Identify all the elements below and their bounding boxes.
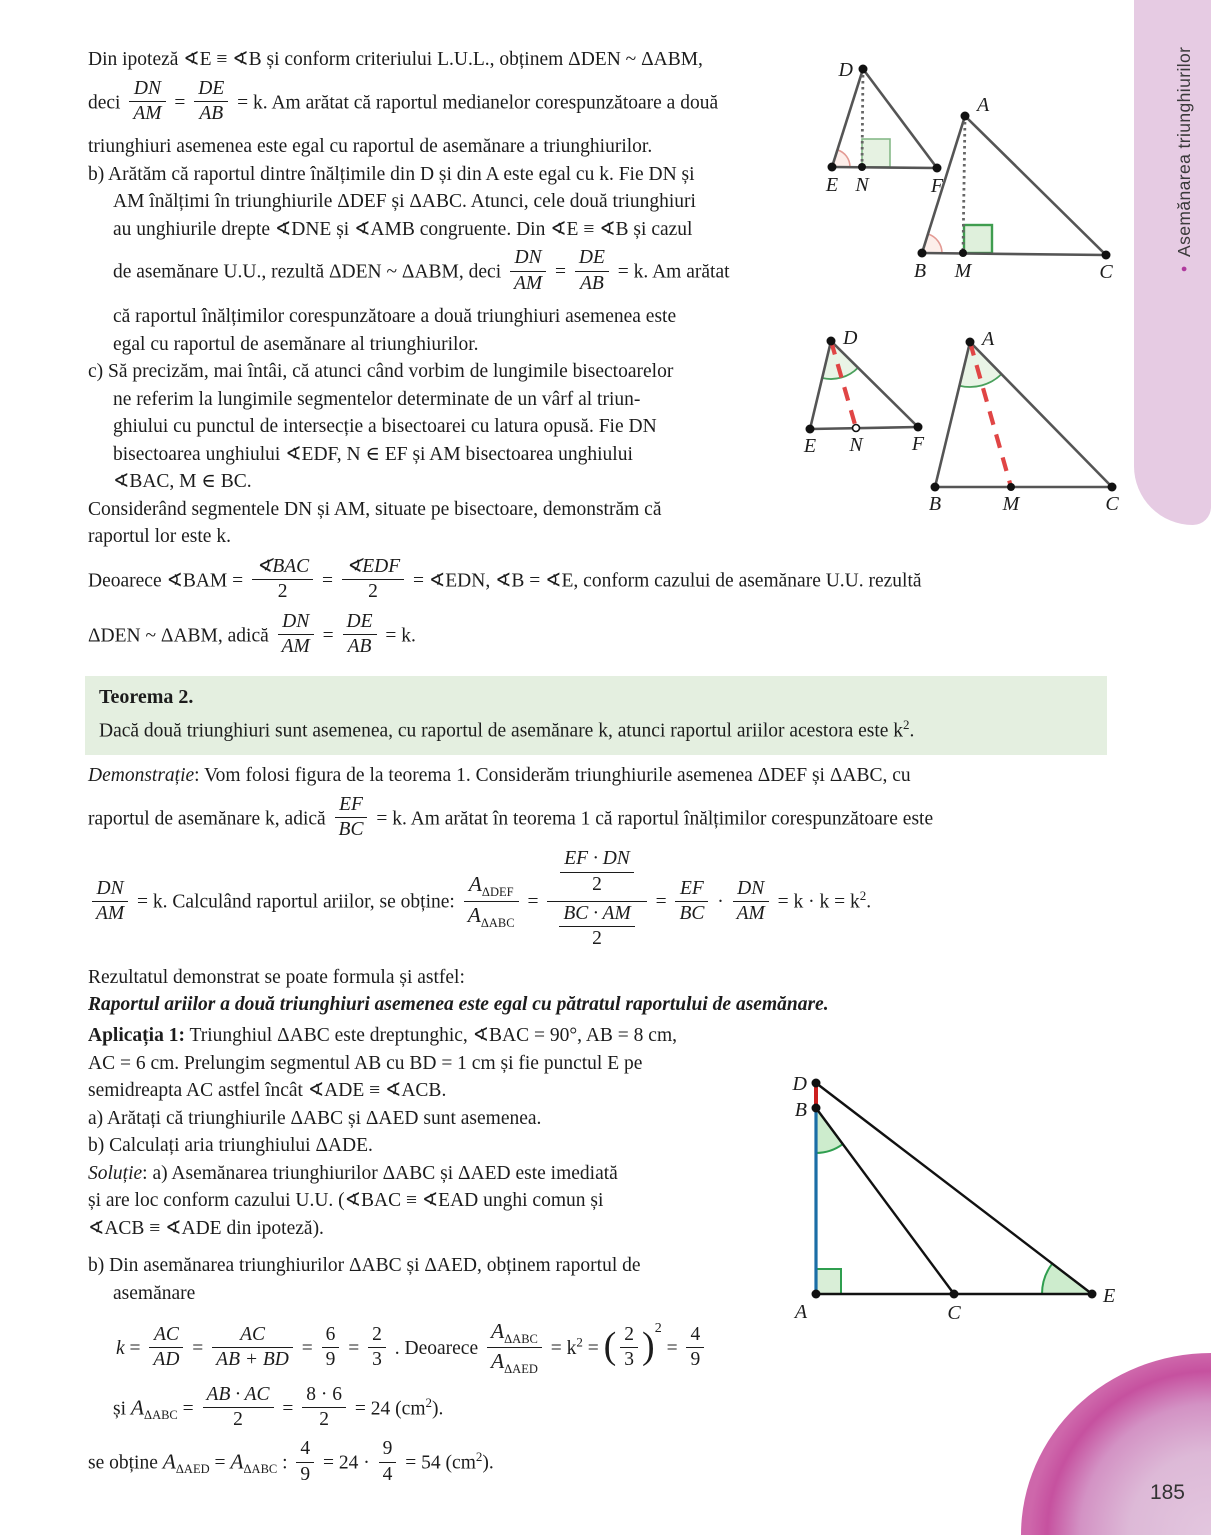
side-BC: [922, 253, 1106, 255]
equals-sign: =: [655, 891, 667, 913]
area-symbol: A: [468, 872, 482, 897]
item-b-line: AM înălțimi în triunghiurile ΔDEF și ΔABC. Atunci, cele două triunghiuri: [113, 191, 696, 213]
vertex-label-E: E: [803, 435, 817, 457]
close-paren: ): [642, 1324, 655, 1367]
fraction: [575, 246, 609, 296]
numerator: DN: [733, 877, 769, 902]
item-c-line: ne referim la lungimile segmentelor determinate de un vârf al triun-: [113, 388, 641, 410]
vertex-dot-A: [966, 338, 975, 347]
text-line: și are loc conform cazului U.U. (∢BAC ≡ ∢EAD unghi comun și: [88, 1190, 604, 1211]
numerator: 9: [379, 1437, 397, 1462]
numerator: AB · AC: [203, 1383, 274, 1408]
vertex-dot-D: [859, 65, 868, 74]
denominator: BC: [679, 903, 705, 924]
text-fragment: : a) Asemănarea triunghiurilor ΔABC și ΔAED este imediată: [142, 1162, 618, 1184]
text-fragment: Deoarece ∢BAM =: [88, 570, 244, 592]
formula-line: [88, 849, 1108, 958]
sidebar-tab: [1134, 0, 1211, 525]
area-subscript: ΔABC: [144, 1407, 178, 1422]
denominator: AB: [199, 102, 224, 124]
fraction: [343, 610, 377, 660]
text-fragment: = k. Calculând raportul ariilor, se obține:: [137, 891, 455, 913]
ratio-colon: :: [282, 1452, 288, 1474]
theorem-box: [85, 676, 1107, 755]
foot-dot-M: [959, 249, 967, 257]
denominator: 2: [319, 1408, 330, 1430]
sidebar-label: Asemănarea triunghiurilor: [1174, 47, 1194, 258]
side-ED: [832, 69, 863, 167]
vertex-dot-E: [806, 425, 815, 434]
equals-sign: =: [301, 1338, 313, 1359]
formula-line: [113, 1385, 800, 1435]
fraction: [212, 1323, 293, 1373]
area-fraction: [464, 871, 519, 931]
numerator: DE: [194, 77, 228, 102]
fraction: [342, 555, 404, 605]
exponent: 2: [903, 717, 910, 732]
figure-bisectors: [791, 320, 1126, 515]
demonstration-section: [88, 762, 1108, 1019]
numerator: DE: [575, 246, 609, 271]
fraction: [686, 1323, 704, 1373]
numerator: EF: [675, 877, 708, 902]
formula-line: [88, 795, 1108, 845]
text-fragment: ).: [482, 1452, 494, 1474]
text-fragment: = 24 (cm: [354, 1397, 426, 1419]
vertex-dot-B: [812, 1104, 821, 1113]
text-line: semidreapta AC astfel încât ∢ADE ≡ ∢ACB.: [88, 1080, 447, 1101]
right-angle-marker-N: [862, 139, 890, 167]
equals-sign: =: [214, 1452, 226, 1474]
area-fraction: [487, 1318, 542, 1378]
numerator: 8 · 6: [302, 1383, 346, 1408]
theorem-text: Dacă două triunghiuri sunt asemenea, cu raportul de asemănare k, atunci raportul ariilor acestora este k: [99, 720, 904, 742]
page-number: 185: [1149, 1481, 1185, 1504]
equals-sign: =: [666, 1338, 678, 1359]
fraction: [379, 1437, 397, 1487]
formula-line: [88, 79, 828, 129]
numerator: 4: [296, 1437, 314, 1462]
equals-sign: =: [192, 1338, 204, 1359]
text-fragment: : Vom folosi figura de la teorema 1. Considerăm triunghiurile asemenea ΔDEF și ΔABC, cu: [194, 765, 911, 786]
right-angle-marker-M: [964, 225, 992, 253]
denominator: [487, 1348, 542, 1378]
area-subscript: ΔDEF: [481, 885, 514, 900]
text-line: triunghiuri asemenea este egal cu raportul de asemănare a triunghiurilor.: [88, 136, 653, 158]
denominator: 3: [372, 1349, 382, 1371]
text-line: [88, 762, 1108, 790]
item-c-line: ∢BAC, M ∈ BC.: [113, 471, 252, 492]
equals-sign: =: [322, 570, 334, 592]
denominator: AM: [133, 102, 162, 124]
vertex-dot-A: [961, 112, 970, 121]
denominator: AM: [736, 903, 765, 924]
open-paren: (: [603, 1324, 617, 1367]
item-c-line: bisectoarea unghiului ∢EDF, N ∈ EF și AM bisectoarea unghiului: [113, 443, 633, 465]
text-line: raportul lor este k.: [88, 526, 231, 547]
denominator: 2: [277, 581, 288, 603]
variable-k: k: [116, 1338, 125, 1359]
fraction: [620, 1323, 638, 1373]
formula-line: [88, 248, 828, 298]
text-fragment: = k · k = k: [777, 891, 860, 913]
equals-sign: =: [555, 261, 567, 283]
numerator: EF · DN: [560, 847, 634, 872]
sidebar-vertical-title: [1174, 42, 1195, 272]
text-line: asemănare: [113, 1282, 196, 1304]
item-c-line: ghiului cu punctul de intersecție a bisectoarei cu latura opusă. Fie DN: [113, 416, 657, 437]
equals-sign: =: [282, 1397, 294, 1419]
side-BA: [935, 342, 970, 487]
fraction: [129, 77, 165, 127]
text-line: Considerând segmentele DN și AM, situate pe bisectoare, demonstrăm că: [88, 498, 662, 520]
vertex-label-N: N: [855, 174, 869, 196]
fraction: [733, 877, 769, 927]
equals-sign: =: [174, 91, 186, 113]
numerator: DN: [129, 77, 165, 102]
fraction: [302, 1383, 346, 1433]
denominator: AM: [281, 636, 310, 658]
area-symbol: A: [162, 1449, 176, 1474]
item-b-line: că raportul înălțimilor corespunzătoare a două triunghiuri asemenea este: [113, 306, 677, 327]
fraction: [322, 1323, 340, 1373]
item-b-line: egal cu raportul de asemănare al triunghiurilor.: [113, 333, 479, 355]
text-fragment: și: [113, 1397, 127, 1419]
formula-line: [88, 612, 1106, 662]
dot-operator: ·: [717, 891, 724, 913]
denominator: 2: [592, 873, 602, 895]
foot-dot-N: [858, 163, 866, 171]
text-fragment: raportul de asemănare k, adică: [88, 807, 326, 829]
fraction: [278, 610, 314, 660]
area-symbol: A: [130, 1394, 145, 1419]
vertex-dot-B: [918, 249, 927, 258]
item-b-line: b) Arătăm că raportul dintre înălțimile din D și din A este egal cu k. Fie DN și: [88, 163, 695, 185]
fraction: [92, 877, 128, 927]
denominator: 9: [300, 1463, 311, 1485]
vertex-label-C: C: [1099, 261, 1113, 283]
fraction: [194, 77, 228, 127]
text-fragment: Am arătat: [652, 261, 730, 283]
numerator: DE: [343, 610, 377, 635]
vertex-label-M: M: [1002, 493, 1020, 515]
denominator: 9: [690, 1349, 701, 1371]
text-fragment: = k: [550, 1338, 577, 1359]
denominator: AB: [579, 272, 604, 294]
accent-line: Raportul ariilor a două triunghiuri asemenea este egal cu pătratul raportului de asemănare.: [88, 994, 829, 1016]
vertex-label-D: D: [843, 327, 858, 349]
lead-word: Demonstrație: [88, 765, 195, 786]
text-fragment: ΔDEN ~ ΔABM, adică: [88, 625, 269, 647]
nested-fraction: [547, 847, 646, 956]
numerator: DN: [92, 877, 128, 902]
vertex-label-C: C: [947, 1302, 961, 1322]
denominator: BC: [338, 818, 364, 840]
fraction: [675, 877, 708, 927]
fraction: [335, 793, 368, 843]
area-subscript: ΔAED: [175, 1462, 210, 1477]
vertex-label-N: N: [849, 434, 863, 456]
denominator: AM: [96, 903, 125, 924]
vertex-label-E: E: [825, 174, 839, 196]
vertex-label-M: M: [954, 260, 972, 282]
area-subscript: ΔABC: [243, 1462, 278, 1477]
period: .: [909, 720, 915, 742]
bisector-proof-section: [88, 552, 1106, 667]
right-angle-marker-A: [816, 1269, 841, 1294]
text-fragment: ).: [432, 1397, 444, 1419]
text-fragment: Triunghiul ΔABC este dreptunghic, ∢BAC = 90°, AB = 8 cm,: [189, 1025, 677, 1046]
text-fragment: = 54 (cm: [405, 1452, 476, 1474]
numerator: EF: [335, 793, 368, 818]
side-BA: [922, 116, 965, 253]
equals-sign: =: [348, 1338, 360, 1359]
item-b-line: au unghiurile drepte ∢DNE și ∢AMB congruente. Din ∢E ≡ ∢B și cazul: [113, 218, 693, 240]
fraction: [252, 555, 313, 605]
formula-line: [116, 1315, 800, 1380]
vertex-label-D: D: [838, 59, 853, 81]
equals-sign: =: [587, 1338, 599, 1359]
fraction: [296, 1437, 314, 1487]
text-line: Din ipoteză ∢E ≡ ∢B și conform criteriului L.U.L., obținem ΔDEN ~ ΔABM,: [88, 49, 703, 70]
side-ED: [810, 341, 831, 429]
area-symbol: A: [491, 1318, 505, 1343]
equals-sign: =: [527, 891, 539, 913]
text-fragment: se obține: [88, 1452, 158, 1474]
vertex-label-F: F: [930, 175, 944, 197]
point-dot-N: [853, 425, 860, 432]
vertex-dot-D: [827, 337, 836, 346]
equals-sign: =: [129, 1338, 141, 1359]
fraction: [368, 1323, 386, 1373]
side-EF: [832, 167, 937, 168]
text-line: b) Din asemănarea triunghiurilor ΔABC și ΔAED, obținem raportul de: [88, 1255, 641, 1276]
vertex-dot-A: [812, 1290, 821, 1299]
vertex-dot-E: [1088, 1290, 1097, 1299]
denominator: AD: [153, 1349, 180, 1371]
text-line: Rezultatul demonstrat se poate formula și astfel:: [88, 966, 465, 988]
exponent: 2: [654, 1321, 662, 1336]
text-fragment: deci: [88, 91, 121, 113]
fraction: [510, 246, 546, 296]
equals-sign: =: [182, 1397, 194, 1419]
numerator: BC · AM: [559, 902, 634, 927]
intro-section: [88, 46, 828, 551]
vertex-label-C: C: [1105, 493, 1119, 515]
vertex-label-A: A: [794, 1301, 808, 1322]
numerator: 2: [620, 1323, 638, 1348]
text-line: [88, 1160, 800, 1188]
area-symbol: A: [230, 1449, 244, 1474]
vertex-label-D: D: [792, 1073, 807, 1095]
denominator: [464, 902, 519, 932]
numerator: DN: [278, 610, 314, 635]
denominator: 2: [592, 928, 602, 950]
text-fragment: = k. Am arătat în teorema 1 că raportul înălțimilor corespunzătoare este: [376, 807, 934, 829]
text-line: AC = 6 cm. Prelungim segmentul AB cu BD = 1 cm și fie punctul E pe: [88, 1052, 643, 1074]
vertex-label-A: A: [977, 94, 990, 116]
item-c-line: c) Să precizăm, mai întâi, că atunci când vorbim de lungimile bisectoarelor: [88, 361, 674, 382]
exponent: 2: [859, 888, 867, 904]
area-subscript: ΔABC: [480, 915, 515, 930]
exponent: 2: [425, 1394, 432, 1410]
text-line: a) Arătați că triunghiurile ΔABC și ΔAED sunt asemenea.: [88, 1107, 542, 1129]
theorem-body: [99, 711, 1093, 745]
side-DF: [831, 341, 918, 427]
formula-line: [88, 557, 1106, 607]
numerator: DN: [510, 246, 546, 271]
side-DE: [816, 1083, 1092, 1294]
theorem-title: Teorema 2.: [99, 686, 194, 708]
equals-k: = k.: [617, 261, 649, 283]
numerator: [487, 1318, 542, 1349]
denominator: AB + BD: [216, 1349, 289, 1371]
fraction: [203, 1383, 274, 1433]
fraction: [560, 847, 634, 897]
area-subscript: ΔABC: [504, 1331, 538, 1346]
application-section: [88, 1022, 800, 1494]
vertex-dot-C: [950, 1290, 959, 1299]
figure-altitudes: [813, 46, 1123, 286]
denominator: 2: [233, 1408, 243, 1430]
figure-application: [781, 1060, 1116, 1322]
text-fragment: Am arătat că raportul medianelor corespunzătoare a două: [271, 91, 719, 113]
vertex-dot-C: [1108, 483, 1117, 492]
numerator: 2: [368, 1323, 386, 1348]
fraction: [149, 1323, 183, 1373]
lead-word: Soluție: [88, 1162, 143, 1184]
equals-sign: =: [322, 625, 334, 647]
denominator: AM: [514, 272, 543, 294]
period: .: [866, 891, 872, 913]
vertex-label-B: B: [928, 493, 942, 515]
vertex-label-F: F: [911, 433, 925, 455]
denominator: 9: [325, 1349, 336, 1371]
text-line: ∢ACB ≡ ∢ADE din ipoteză).: [88, 1217, 324, 1239]
numerator: AC: [212, 1323, 293, 1348]
sidebar-bullet: •: [1174, 265, 1194, 272]
exponent: 2: [475, 1449, 483, 1465]
vertex-label-B: B: [794, 1099, 807, 1121]
formula-line: [88, 1439, 800, 1489]
denominator: [547, 902, 646, 956]
denominator: 2: [368, 581, 378, 603]
area-symbol: A: [491, 1349, 505, 1374]
numerator: 6: [322, 1323, 340, 1348]
text-fragment: de asemănare U.U., rezultă ΔDEN ~ ΔABM, deci: [113, 261, 502, 283]
application-title: Aplicația 1:: [88, 1025, 185, 1046]
vertex-dot-C: [1102, 251, 1111, 260]
equals-k: = k.: [385, 625, 416, 647]
point-dot-M: [1007, 483, 1015, 491]
corner-decoration: [1021, 1353, 1211, 1535]
numerator: ∢BAC: [252, 555, 313, 580]
altitude-AM: [963, 116, 965, 253]
side-EF: [810, 427, 918, 429]
vertex-dot-E: [828, 163, 837, 172]
exponent: 2: [576, 1334, 583, 1350]
area-symbol: A: [467, 903, 481, 927]
text-fragment: . Deoarece: [394, 1338, 479, 1359]
vertex-dot-D: [812, 1079, 821, 1088]
vertex-label-B: B: [913, 260, 927, 282]
denominator: 4: [382, 1463, 393, 1485]
numerator: 4: [686, 1323, 704, 1348]
denominator: AB: [347, 636, 372, 658]
area-subscript: ΔAED: [504, 1361, 538, 1376]
numerator: [464, 871, 519, 902]
equals-k: = k.: [237, 91, 268, 113]
fraction: [559, 902, 634, 952]
text-line: b) Calculați aria triunghiului ΔADE.: [88, 1135, 373, 1156]
numerator: [547, 847, 646, 902]
vertex-dot-F: [914, 423, 923, 432]
vertex-dot-F: [933, 164, 942, 173]
vertex-label-A: A: [982, 328, 995, 350]
vertex-label-E: E: [1103, 1285, 1116, 1307]
text-line: [88, 1022, 800, 1050]
text-fragment: = 24 ·: [323, 1452, 370, 1474]
numerator: ∢EDF: [342, 555, 404, 580]
denominator: 3: [624, 1349, 635, 1371]
text-fragment: = ∢EDN, ∢B = ∢E, conform cazului de asemănare U.U. rezultă: [413, 570, 922, 592]
numerator: AC: [149, 1323, 183, 1348]
vertex-dot-B: [931, 483, 940, 492]
